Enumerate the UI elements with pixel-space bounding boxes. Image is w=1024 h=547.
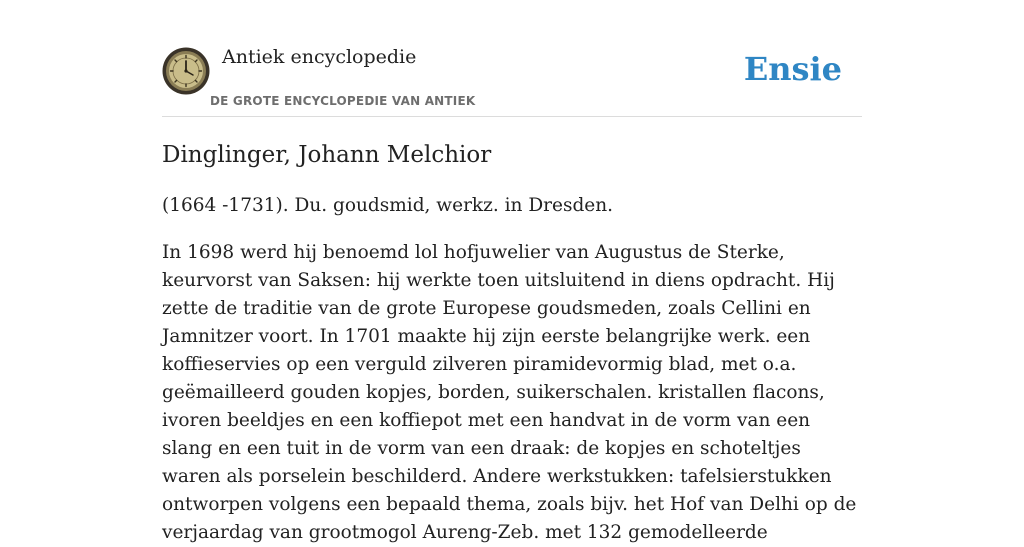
article-body: In 1698 werd hij benoemd lol hofjuwelier van Augustus de Sterke, keurvorst van Saksen: hij werkte toen uitsluitend in diens opdracht. Hij zette de traditie van de grote Europese goudsmeden, zoals Cellini en Jamnitzer voort. In 1701 maakte hij zijn eerste belangrijke werk. een koffieservies op een verguld zilveren piramidevormig blad, met o.a. geëmailleerd gouden kopjes, borden, suikerschalen. kristallen flacons, ivoren beeldjes en een koffiepot met een handvat in de vorm van een slang en een tuit in de vorm van een draak: de kopjes en schoteltjes waren als porselein beschilderd. Andere werkstukken: tafelsierstukken ontworpen volgens een bepaald thema, zoals bijv. het Hof van Delhi op de verjaardag van grootmogol Aureng-Zeb. met 132 gemodelleerde	[162, 242, 857, 543]
article	[162, 140, 864, 547]
ensie-logo-link[interactable]: Ensie	[743, 50, 842, 88]
article-intro: (1664 -1731). Du. goudsmid, werkz. in Dresden.	[162, 195, 614, 216]
article-title: Dinglinger, Johann Melchior	[162, 142, 492, 168]
site-name[interactable]: Antiek encyclopedie	[222, 46, 417, 68]
site-tagline: DE GROTE ENCYCLOPEDIE VAN ANTIEK	[210, 94, 476, 108]
site-header	[162, 40, 862, 117]
antique-clock-icon[interactable]	[162, 47, 210, 95]
